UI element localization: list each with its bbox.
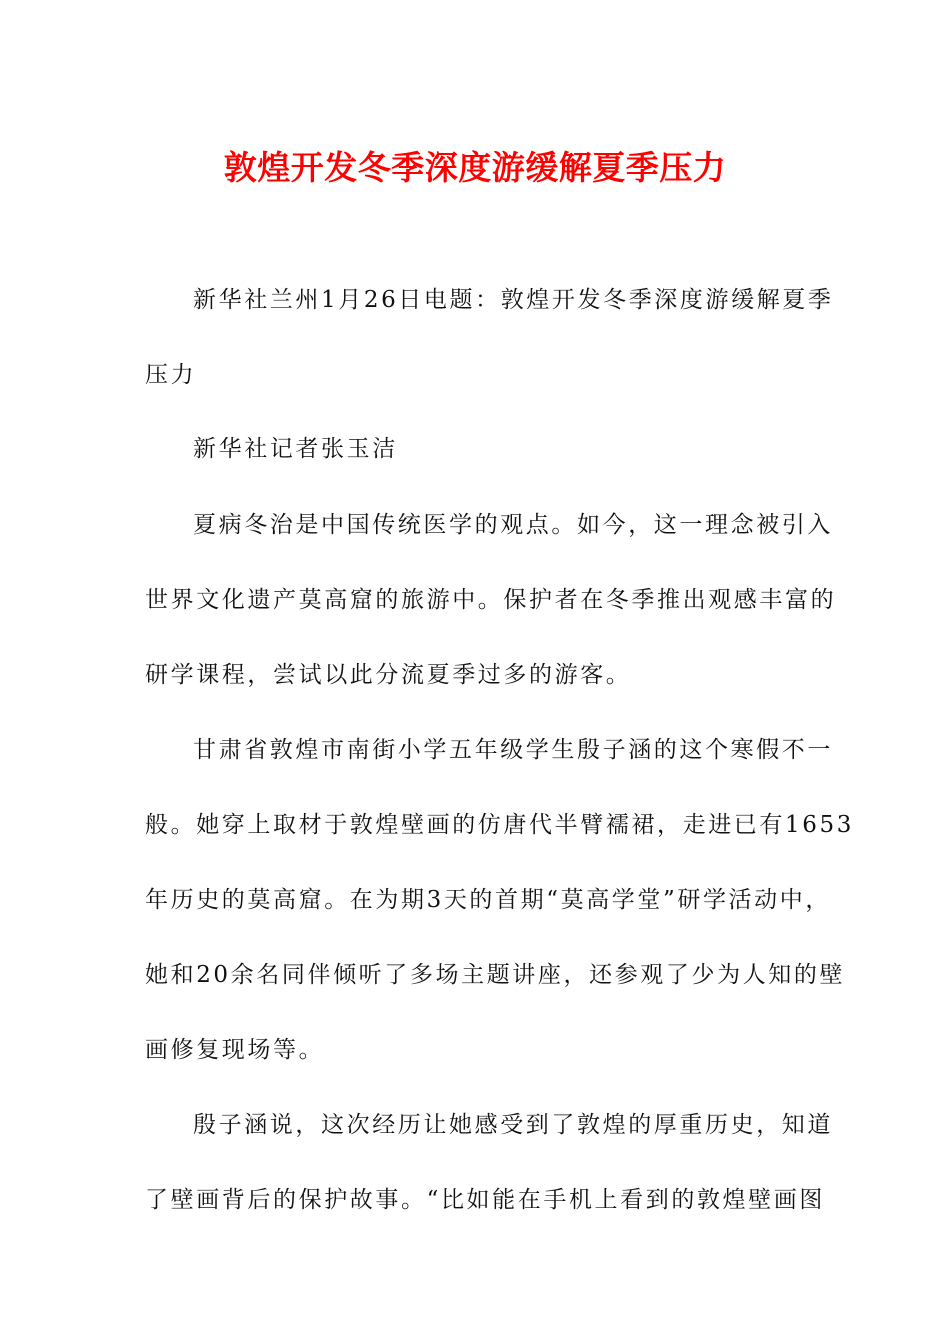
paragraph-1-line-1: 夏病冬治是中国传统医学的观点。如今，这一理念被引入 [193,512,833,538]
paragraph-3-line-1: 殷子涵说，这次经历让她感受到了敦煌的厚重历史，知道 [193,1112,833,1138]
paragraph-2-line-1: 甘肃省敦煌市南街小学五年级学生殷子涵的这个寒假不一 [193,737,833,763]
paragraph-1-line-3: 研学课程，尝试以此分流夏季过多的游客。 [145,662,632,688]
paragraph-2-line-5: 画修复现场等。 [145,1037,325,1063]
paragraph-3-line-2: 了壁画背后的保护故事。“比如能在手机上看到的敦煌壁画图 [145,1187,825,1213]
paragraph-2-line-2: 般。她穿上取材于敦煌壁画的仿唐代半臂襦裙，走进已有1653 [145,812,854,838]
article-title: 敦煌开发冬季深度游缓解夏季压力 [223,148,727,187]
paragraph-2-line-3: 年历史的莫高窟。在为期3天的首期“莫高学堂”研学活动中， [145,887,831,913]
paragraph-1-line-2: 世界文化遗产莫高窟的旅游中。保护者在冬季推出观感丰富的 [145,587,837,613]
dateline-line-2: 压力 [145,362,197,388]
paragraph-2-line-4: 她和20余名同伴倾听了多场主题讲座，还参观了少为人知的壁 [145,962,846,988]
byline: 新华社记者张玉洁 [193,436,398,462]
dateline-line-1: 新华社兰州1月26日电题：敦煌开发冬季深度游缓解夏季 [193,287,834,313]
